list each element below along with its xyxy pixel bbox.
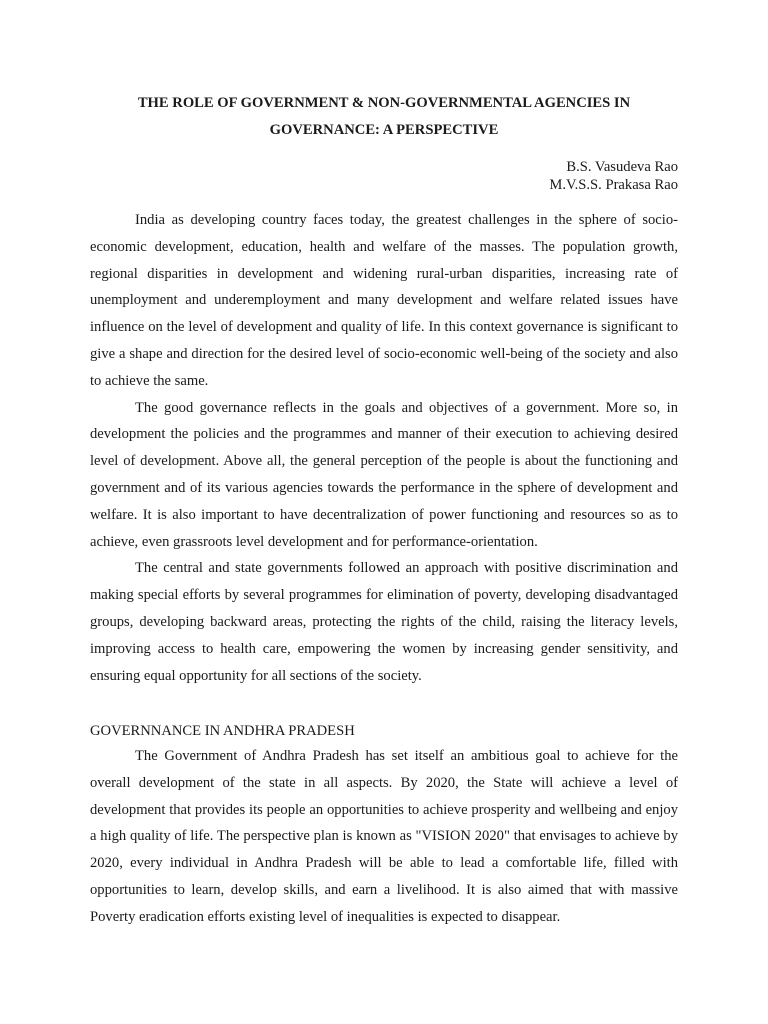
paper-title: [90, 90, 678, 144]
paragraph-1: India as developing country faces today, the greatest challenges in the sphere of socio-economic development, education, health and welfare of the masses. The population growth, regional disparities in development and widening rural-urban disparities, increasing rate of unemployment and underemployment and many development and welfare related issues have influence on the level of development and quality of life. In this context governance is significant to give a shape and direction for the desired level of socio-economic well-being of the society and also to achieve the same.: [90, 212, 678, 389]
paragraph-3: The central and state governments followed an approach with positive discrimination and making special efforts by several programmes for elimination of poverty, developing disadvantaged groups, developing backward areas, protecting the rights of the child, raising the literacy levels, improving access to health care, empowering the women by increasing gender sensitivity, and ensuring equal opportunity for all sections of the society.: [90, 560, 678, 684]
title-line-2: GOVERNANCE: A PERSPECTIVE: [269, 122, 499, 138]
author-1: B.S. Vasudeva Rao: [566, 159, 678, 175]
author-2: M.V.S.S. Prakasa Rao: [549, 177, 678, 193]
section-heading: GOVERNNANCE IN ANDHRA PRADESH: [90, 723, 355, 739]
title-line-1: THE ROLE OF GOVERNMENT & NON-GOVERNMENTAL AGENCIES IN: [137, 95, 631, 111]
introduction-body: [90, 207, 678, 689]
section-body: [90, 743, 678, 931]
author-list: [549, 158, 678, 194]
section-paragraph-1: The Government of Andhra Pradesh has set itself an ambitious goal to achieve for the overall development of the state in all aspects. By 2020, the State will achieve a level of development that provides its people an opportunities to achieve prosperity and wellbeing and enjoy a high quality of life. The perspective plan is known as "VISION 2020" that envisages to achieve by 2020, every individual in Andhra Pradesh will be able to lead a comfortable life, filled with opportunities to learn, develop skills, and earn a livelihood. It is also aimed that with massive Poverty eradication efforts existing level of inequalities is expected to disappear.: [90, 748, 678, 925]
paragraph-2: The good governance reflects in the goals and objectives of a government. More so, in development the policies and the programmes and manner of their execution to achieving desired level of development. Above all, the general perception of the people is about the functioning and government and of its various agencies towards the performance in the sphere of development and welfare. It is also important to have decentralization of power functioning and resources so as to achieve, even grassroots level development and for performance-orientation.: [90, 399, 678, 550]
